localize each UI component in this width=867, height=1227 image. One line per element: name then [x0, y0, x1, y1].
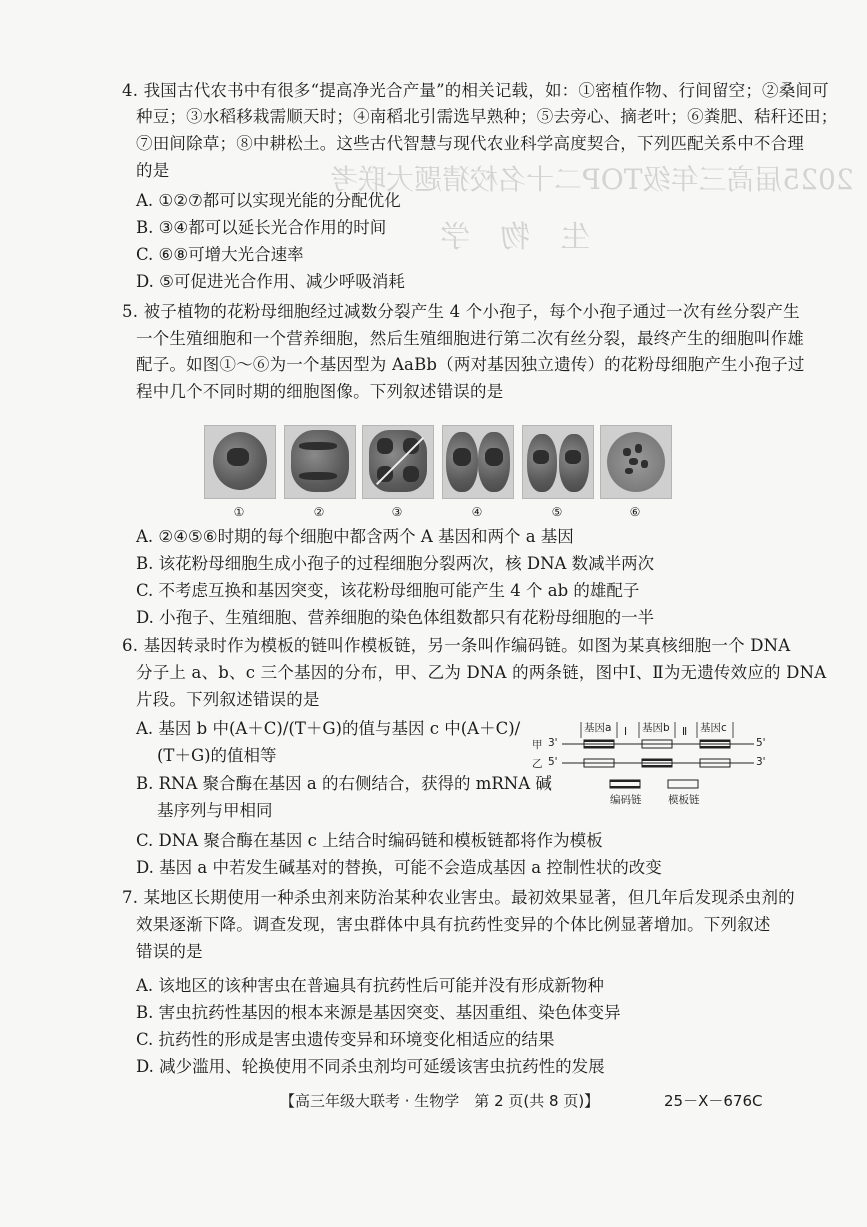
cell-photo-2 [284, 425, 356, 499]
bleed-through-title: 2025届高三年级TOP二十名校猜题大联考 [330, 163, 854, 196]
q7-option-c: C. 抗药性的形成是害虫遗传变异和环境变化相适应的结果 [136, 1030, 555, 1049]
q5-option-d: D. 小孢子、生殖细胞、营养细胞的染色体组数都只有花粉母细胞的一半 [136, 608, 655, 627]
q4-option-b: B. ③④都可以延长光合作用的时间 [136, 218, 387, 237]
gene-b-label: 基因b [642, 722, 670, 734]
q7-stem-line: 效果逐渐下降。调查发现，害虫群体中具有抗药性变异的个体比例显著增加。下列叙述 [136, 915, 771, 934]
photo-label-3: ③ [391, 505, 403, 519]
q7-stem-line: 7. 某地区长期使用一种杀虫剂来防治某种农业害虫。最初效果显著，但几年后发现杀虫剂的 [122, 888, 795, 907]
dna-diagram [528, 716, 778, 806]
q7-stem-line: 错误的是 [136, 942, 203, 961]
bleed-through-subject: 生 物 学 [440, 220, 590, 255]
segment-2-label: Ⅱ [682, 726, 688, 738]
page-footer: 【高三年级大联考 · 生物学 第 2 页(共 8 页)】 [280, 1092, 600, 1110]
q7-option-b: B. 害虫抗药性基因的根本来源是基因突变、基因重组、染色体变异 [136, 1003, 621, 1022]
strand-jia-right-end: 5' [756, 737, 766, 749]
q4-stem-line: ⑦田间除草；⑧中耕松土。这些古代智慧与现代农业科学高度契合，下列匹配关系中不合理 [136, 134, 804, 153]
q4-stem-line: 4. 我国古代农书中有很多“提高净光合产量”的相关记载，如：①密植作物、行间留空；②桑间可 [122, 81, 829, 100]
q4-option-a: A. ①②⑦都可以实现光能的分配优化 [136, 191, 401, 210]
strand-jia-left-end: 3' [548, 737, 558, 749]
q6-option-c: C. DNA 聚合酶在基因 c 上结合时编码链和模板链都将作为模板 [136, 831, 603, 850]
q6-stem-line: 分子上 a、b、c 三个基因的分布，甲、乙为 DNA 的两条链，图中Ⅰ、Ⅱ为无遗传效应的 DNA [136, 663, 827, 682]
cell-photo-3 [362, 425, 434, 499]
cell-photo-5 [522, 425, 594, 499]
q5-option-b: B. 该花粉母细胞生成小孢子的过程细胞分裂两次，核 DNA 数减半两次 [136, 554, 655, 573]
q6-option-a-cont: (T＋G)的值相等 [157, 746, 277, 765]
strand-yi-name: 乙 [532, 758, 543, 770]
photo-label-4: ④ [471, 505, 483, 519]
q6-option-d: D. 基因 a 中若发生碱基对的替换，可能不会造成基因 a 控制性状的改变 [136, 858, 662, 877]
strand-yi-right-end: 3' [756, 756, 766, 768]
q7-option-a: A. 该地区的该种害虫在普遍具有抗药性后可能并没有形成新物种 [136, 976, 604, 995]
q5-stem-line: 5. 被子植物的花粉母细胞经过减数分裂产生 4 个小孢子，每个小孢子通过一次有丝分裂产生 [122, 302, 800, 321]
q6-option-b-cont: 基序列与甲相同 [157, 801, 273, 820]
gene-a-label: 基因a [584, 722, 612, 734]
q4-stem-line: 的是 [136, 161, 170, 180]
photo-label-6: ⑥ [629, 505, 641, 519]
paper-code: 25－X－676C [664, 1092, 763, 1110]
segment-1-label: Ⅰ [624, 726, 628, 738]
legend-coding-strand: 编码链 [610, 794, 642, 806]
q4-option-c: C. ⑥⑧可增大光合速率 [136, 245, 304, 264]
q4-option-d: D. ⑤可促进光合作用、减少呼吸消耗 [136, 272, 405, 291]
q5-stem-line: 配子。如图①～⑥为一个基因型为 AaBb（两对基因独立遗传）的花粉母细胞产生小孢子过 [136, 355, 805, 374]
legend-template-strand: 模板链 [668, 794, 700, 806]
cell-photo-1 [204, 425, 276, 499]
cell-photo-4 [442, 425, 514, 499]
photo-label-1: ① [233, 505, 245, 519]
strand-jia-name: 甲 [532, 739, 543, 751]
q5-option-a: A. ②④⑤⑥时期的每个细胞中都含两个 A 基因和两个 a 基因 [136, 527, 574, 546]
strand-yi-left-end: 5' [548, 756, 558, 768]
q5-stem-line: 程中几个不同时期的细胞图像。下列叙述错误的是 [136, 382, 504, 401]
cell-photo-6 [600, 425, 672, 499]
q7-option-d: D. 减少滥用、轮换使用不同杀虫剂均可延缓该害虫抗药性的发展 [136, 1057, 605, 1076]
q5-stem-line: 一个生殖细胞和一个营养细胞，然后生殖细胞进行第二次有丝分裂，最终产生的细胞叫作雄 [136, 329, 804, 348]
q6-option-b: B. RNA 聚合酶在基因 a 的右侧结合，获得的 mRNA 碱 [136, 774, 552, 793]
cell-images [204, 425, 664, 525]
photo-label-5: ⑤ [551, 505, 563, 519]
q4-stem-line: 种豆；③水稻移栽需顺天时；④南稻北引需选早熟种；⑤去旁心、摘老叶；⑥粪肥、秸秆还田； [136, 107, 838, 126]
q6-stem-line: 6. 基因转录时作为模板的链叫作模板链，另一条叫作编码链。如图为某真核细胞一个 DNA [122, 636, 791, 655]
gene-c-label: 基因c [700, 722, 727, 734]
q6-stem-line: 片段。下列叙述错误的是 [136, 690, 320, 709]
photo-label-2: ② [313, 505, 325, 519]
q5-option-c: C. 不考虑互换和基因突变，该花粉母细胞可能产生 4 个 ab 的雄配子 [136, 581, 640, 600]
q6-option-a: A. 基因 b 中(A＋C)/(T＋G)的值与基因 c 中(A＋C)/ [136, 719, 521, 738]
